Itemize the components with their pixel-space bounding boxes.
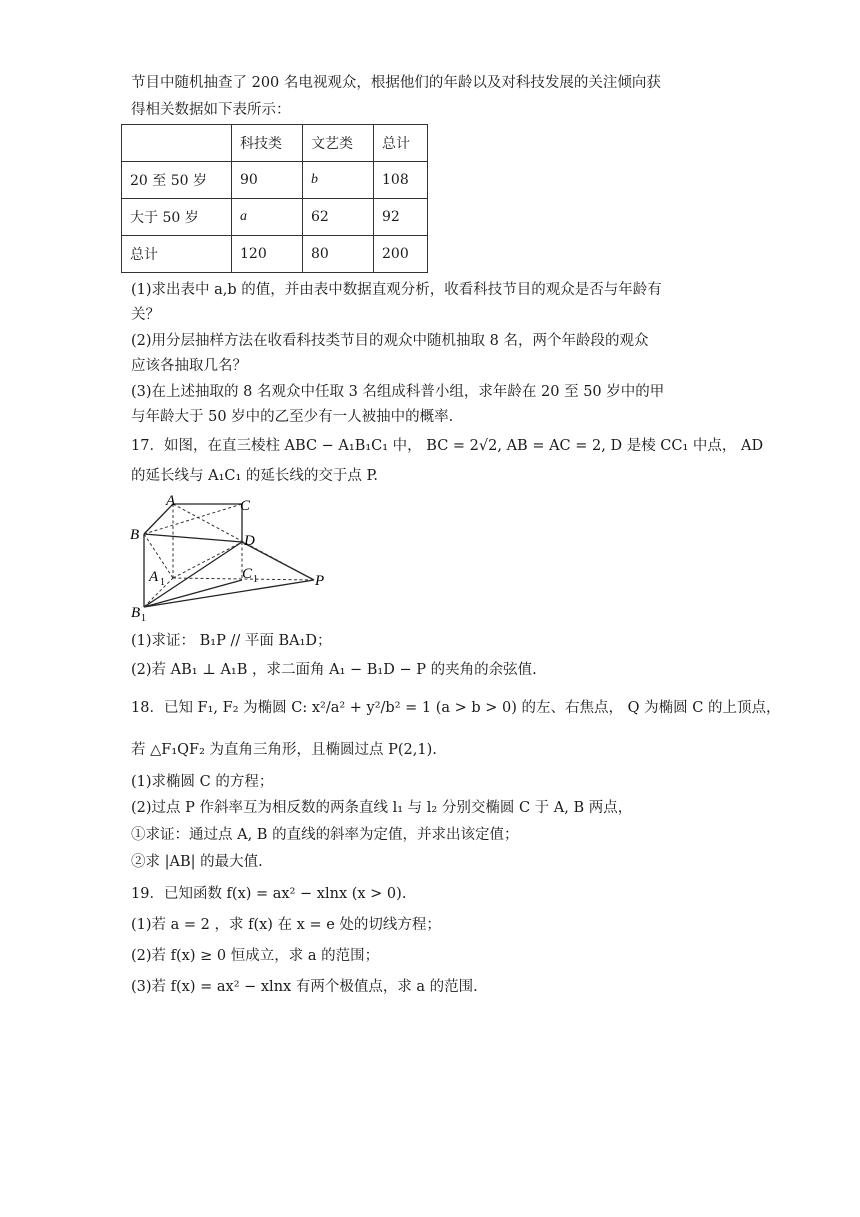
q16-part1-line1: (1)求出表中 a,b 的值，并由表中数据直观分析，收看科技节目的观众是否与年龄有	[131, 282, 662, 298]
table-cell: 90	[232, 162, 303, 199]
table-cell: b	[303, 162, 374, 199]
table-cell: 大于 50 岁	[122, 199, 232, 236]
q19-part3: (3)若 f(x) = ax² − xlnx 有两个极值点，求 a 的范围.	[131, 979, 478, 995]
q19-stem: 19．已知函数 f(x) = ax² − xlnx (x > 0).	[131, 886, 407, 902]
table-cell: a	[232, 199, 303, 236]
q19-part1: (1)若 a = 2 ，求 f(x) 在 x = e 处的切线方程；	[131, 917, 441, 933]
table-header-cell: 文艺类	[303, 125, 374, 162]
table-header-cell: 总计	[374, 125, 428, 162]
label-D: D	[244, 533, 255, 549]
q18-part2-ii: ②求 |AB| 的最大值.	[131, 854, 263, 870]
label-A1: A	[149, 569, 159, 585]
q16-part3-line2: 与年龄大于 50 岁中的乙至少有一人被抽中的概率.	[131, 409, 454, 425]
q16-part2-line1: (2)用分层抽样方法在收看科技类节目的观众中随机抽取 8 名，两个年龄段的观众	[131, 333, 649, 349]
q17-part1: (1)求证： B₁P // 平面 BA₁D；	[131, 633, 332, 649]
label-A: A	[166, 493, 176, 509]
table-cell: 80	[303, 236, 374, 273]
label-C1: C	[242, 566, 253, 582]
label-B: B	[130, 527, 140, 543]
q16-part2-line2: 应该各抽取几名？	[131, 358, 247, 374]
label-C1-sub: 1	[253, 574, 258, 585]
q18-stem-line1: 18．已知 F₁, F₂ 为椭圆 C: x²/a² + y²/b² = 1 (a > b > 0) 的左、右焦点， Q 为椭圆 C 的上顶点，	[131, 700, 781, 716]
table-cell: 总计	[122, 236, 232, 273]
label-C: C	[240, 498, 251, 514]
table-header-row	[122, 125, 428, 162]
q18-part2: (2)过点 P 作斜率互为相反数的两条直线 l₁ 与 l₂ 分别交椭圆 C 于 A, B 两点，	[131, 800, 633, 816]
table-cell: 92	[374, 199, 428, 236]
q17-part2: (2)若 AB₁ ⊥ A₁B ，求二面角 A₁ − B₁D − P 的夹角的余弦值.	[131, 662, 537, 678]
q17-stem-line1: 17．如图，在直三棱柱 ABC − A₁B₁C₁ 中， BC = 2√2, AB = AC = 2, D 是棱 CC₁ 中点， AD	[131, 438, 764, 454]
q18-stem-line2: 若 △F₁QF₂ 为直角三角形，且椭圆过点 P(2,1).	[131, 742, 437, 758]
intro-line-1: 节目中随机抽查了 200 名电视观众，根据他们的年龄以及对科技发展的关注倾向获	[131, 75, 661, 91]
data-table	[121, 124, 428, 273]
label-B1-sub: 1	[141, 613, 146, 624]
q18-part2-i: ①求证：通过点 A, B 的直线的斜率为定值，并求出该定值；	[131, 827, 519, 843]
label-A1-sub: 1	[160, 577, 165, 588]
label-P: P	[315, 573, 325, 589]
q16-part1-line2: 关？	[131, 307, 160, 323]
table-cell: 200	[374, 236, 428, 273]
table-row	[122, 236, 428, 273]
table-cell: 20 至 50 岁	[122, 162, 232, 199]
q16-part3-line1: (3)在上述抽取的 8 名观众中任取 3 名组成科普小组，求年龄在 20 至 50 岁中的甲	[131, 384, 665, 400]
q19-part2: (2)若 f(x) ≥ 0 恒成立，求 a 的范围；	[131, 948, 380, 964]
table-cell: 108	[374, 162, 428, 199]
table-row	[122, 199, 428, 236]
intro-line-2: 得相关数据如下表所示：	[131, 102, 291, 118]
q17-stem-line2: 的延长线与 A₁C₁ 的延长线的交于点 P.	[131, 468, 378, 484]
table-row	[122, 162, 428, 199]
table-header-cell: 科技类	[232, 125, 303, 162]
table-cell: 62	[303, 199, 374, 236]
table-header-cell	[122, 125, 232, 162]
prism-figure	[128, 492, 333, 627]
label-B1: B	[131, 605, 141, 621]
table-cell: 120	[232, 236, 303, 273]
q18-part1: (1)求椭圆 C 的方程；	[131, 774, 274, 790]
